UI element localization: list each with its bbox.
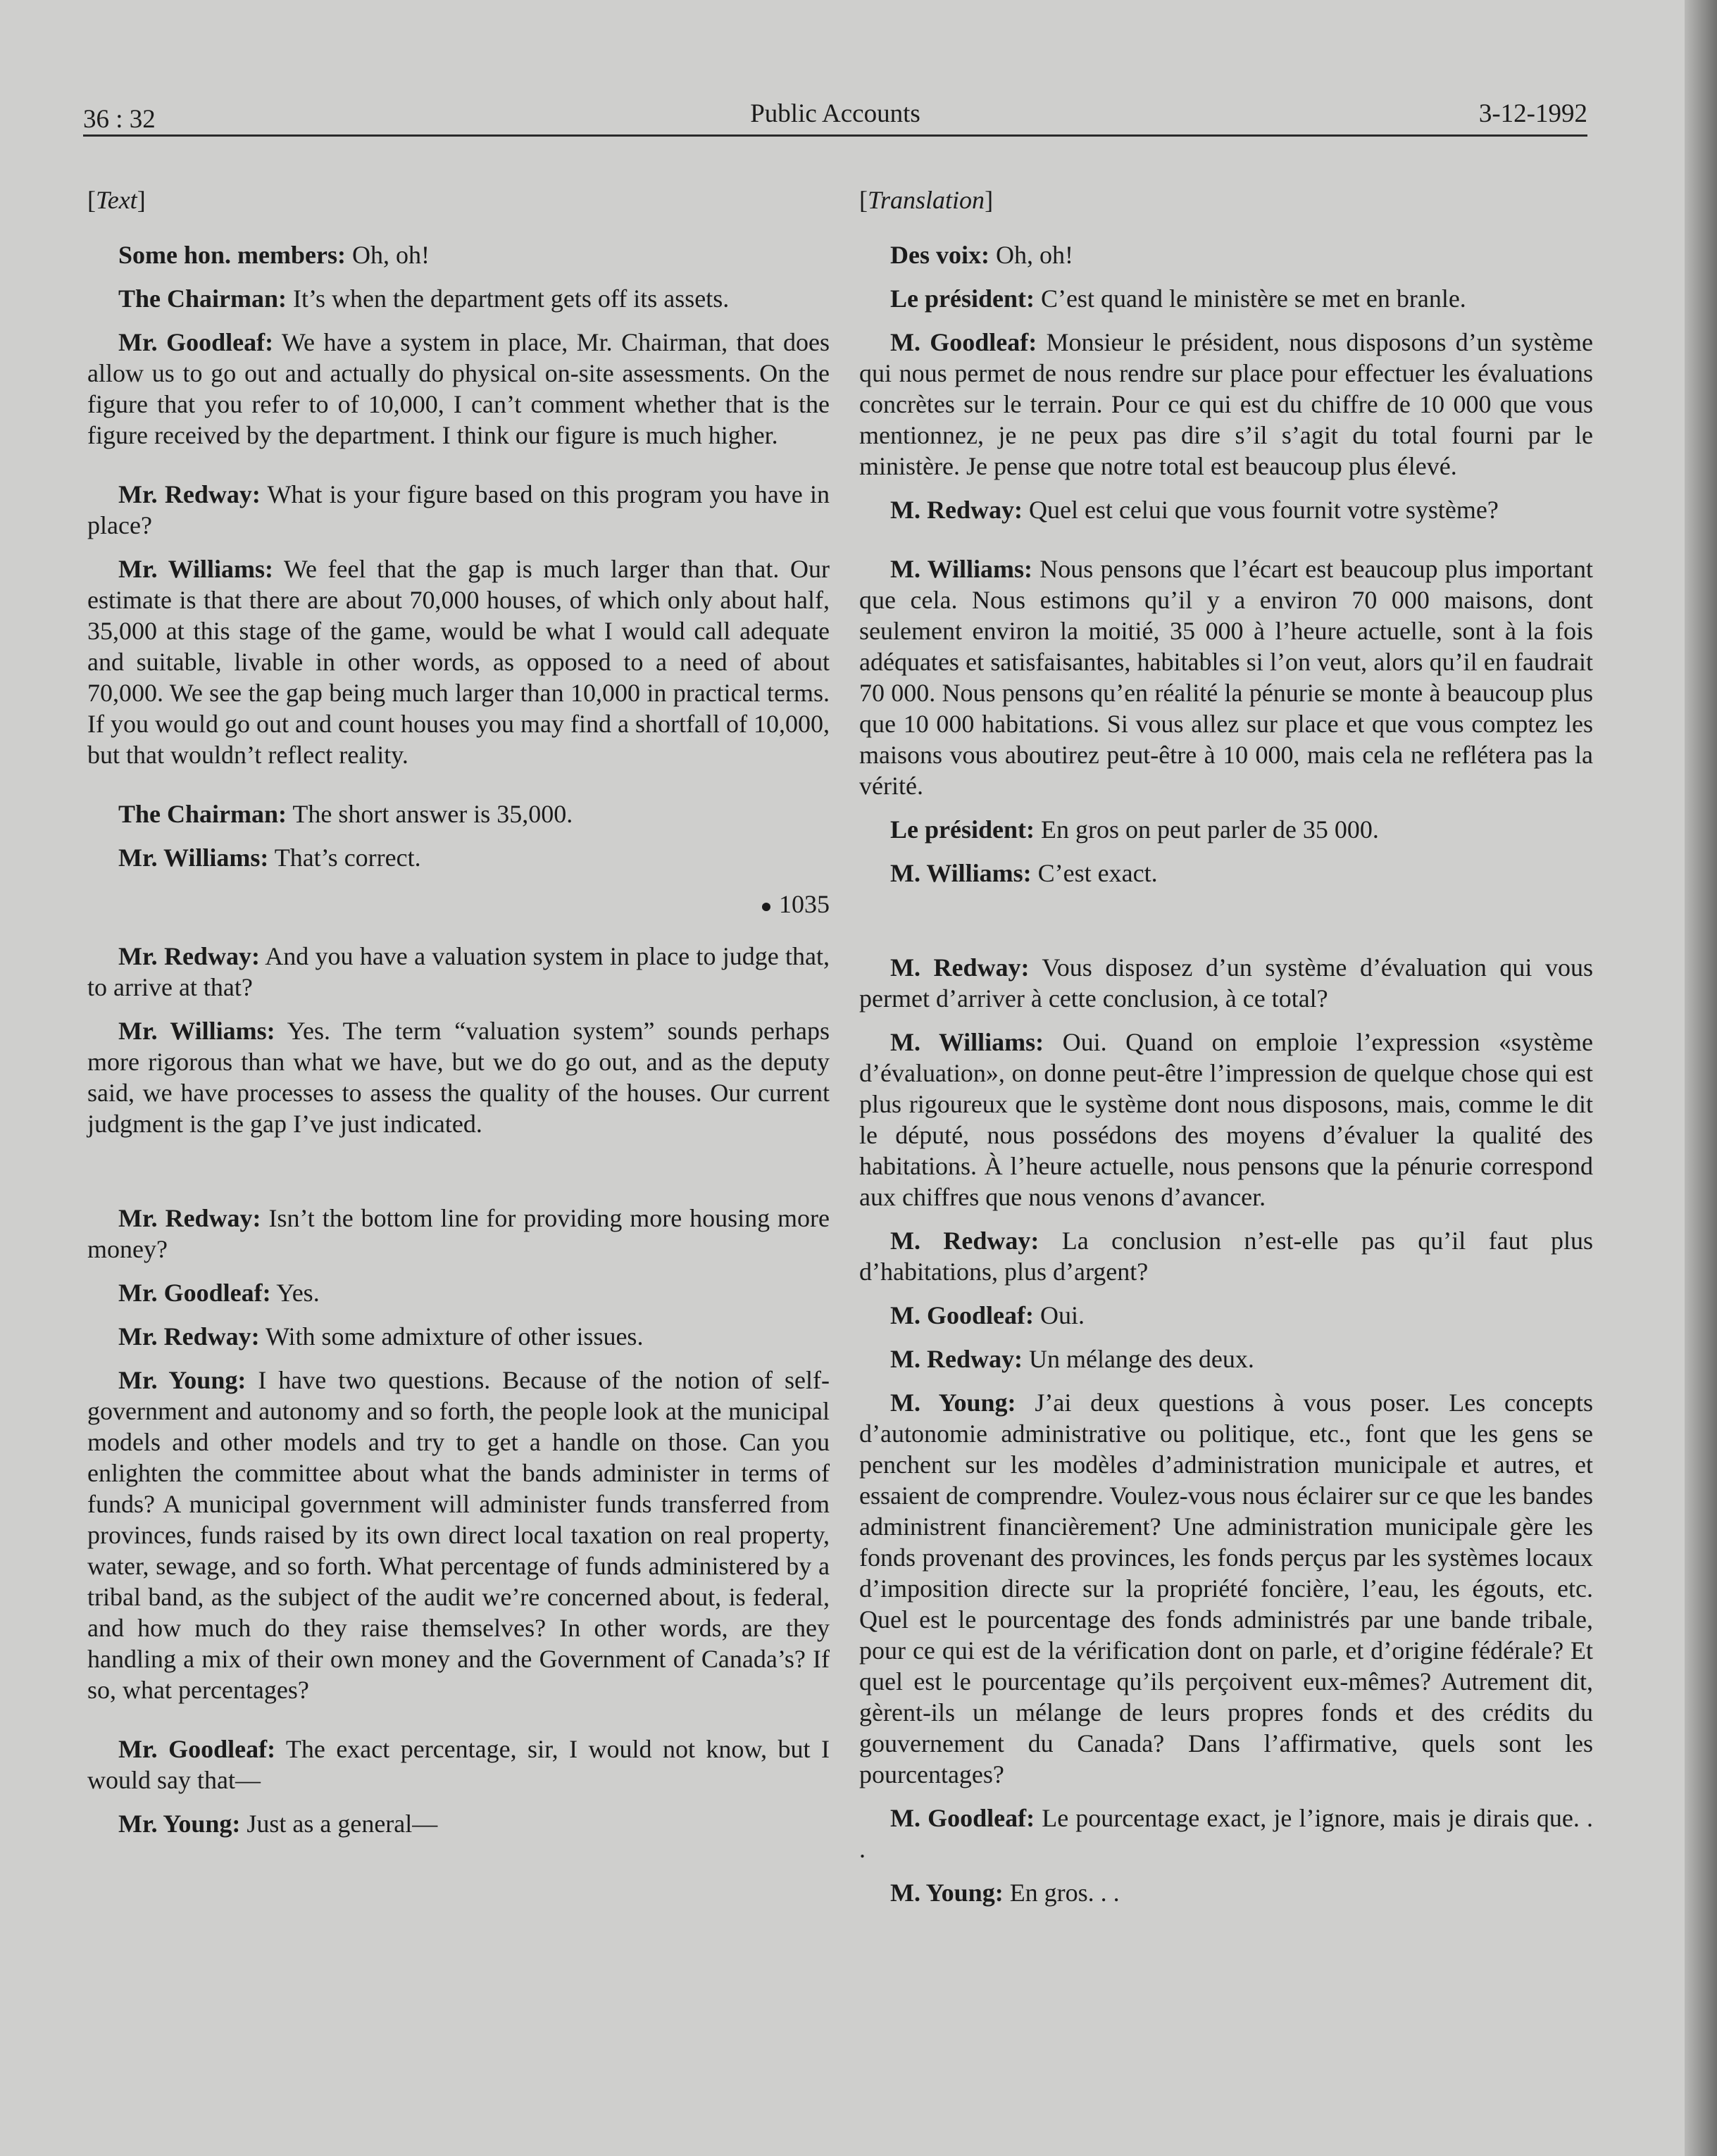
speech-paragraph	[859, 1027, 1593, 1212]
speech-text: That’s correct.	[268, 844, 421, 872]
speaker-name: M. Goodleaf:	[890, 1804, 1035, 1832]
header-rule	[83, 134, 1587, 137]
speaker-name: M. Redway:	[890, 953, 1030, 982]
speaker-name: M. Goodleaf:	[890, 1301, 1034, 1329]
speech-paragraph	[859, 1387, 1593, 1790]
speaker-name: The Chairman:	[118, 800, 287, 828]
speech-text: Quel est celui que vous fournit votre système?	[1022, 496, 1499, 524]
speaker-name: Le président:	[890, 284, 1035, 313]
speaker-name: Mr. Redway:	[118, 1322, 260, 1350]
speech-text: Nous pensons que l’écart est beaucoup plus important que cela. Nous estimons qu’il y a environ 70 000 maisons, dont seulement environ la moitié, 35 000 à l’heure actuelle, sont à la fois adéquates et satisfaisantes, habitables si l’on veut, alors qu’il en faudrait 70 000. Nous pensons qu’en réalité la pénurie se monte à beaucoup plus que 10 000 habitations. Si vous allez sur place et que vous comptez les maisons vous aboutirez peut-être à 10 000, mais cela ne reflétera pas la vérité.	[859, 555, 1594, 800]
english-column	[87, 184, 830, 1852]
speech-paragraph	[859, 239, 1593, 270]
speech-text: What is your figure based on this program you have in place?	[87, 480, 830, 539]
speaker-name: Mr. Williams:	[118, 555, 273, 583]
speaker-name: Mr. Redway:	[118, 942, 260, 970]
time-marker: 1035	[87, 889, 830, 920]
speech-paragraph	[87, 283, 830, 314]
speaker-name: Le président:	[890, 815, 1035, 844]
speech-paragraph	[87, 1808, 830, 1839]
speech-text: Vous disposez d’un système d’évaluation qui vous permet d’arriver à cette conclusion, à ce total?	[859, 953, 1593, 1013]
speech-text: It’s when the department gets off its assets.	[287, 284, 730, 313]
speech-text: Un mélange des deux.	[1022, 1345, 1254, 1373]
speech-text: The exact percentage, sir, I would not know, but I would say that—	[87, 1735, 830, 1794]
speech-paragraph	[87, 553, 830, 770]
speech-paragraph	[87, 1321, 830, 1352]
speech-text: I have two questions. Because of the notion of self-government and autonomy and so forth, the people look at the municipal models and other models and try to get a handle on those. Can you enlighten the committee about what the bands administer in terms of funds? A municipal government will administer funds transferred from provinces, funds raised by its own direct local taxation on real property, water, sewage, and so forth. What percentage of funds administered by a tribal band, as the subject of the audit we’re concerned about, is federal, and how much do they raise themselves? In other words, are they handling a mix of their own money and the Government of Canada’s? If so, what percentages?	[87, 1366, 830, 1704]
speaker-name: M. Young:	[890, 1389, 1016, 1417]
speech-text: Isn’t the bottom line for providing more housing more money?	[87, 1204, 830, 1263]
speech-paragraph	[87, 327, 830, 451]
speaker-name: M. Young:	[890, 1879, 1004, 1907]
speech-text: We have a system in place, Mr. Chairman, that does allow us to go out and actually do physical on-site assessments. On the figure that you refer to of 10,000, I can’t comment whether that is the figure received by the department. I think our figure is much higher.	[87, 328, 830, 449]
speaker-name: The Chairman:	[118, 284, 287, 313]
speech-text: En gros. . .	[1003, 1879, 1120, 1907]
publication-title: Public Accounts	[750, 99, 920, 128]
speech-text: La conclusion n’est-elle pas qu’il faut plus d’habitations, plus d’argent?	[859, 1227, 1594, 1286]
speaker-name: Mr. Goodleaf:	[118, 1735, 276, 1763]
speech-text: Yes. The term “valuation system” sounds perhaps more rigorous than what we have, but we do go out, and as the deputy said, we have processes to assess the quality of the houses. Our current judgment is the gap I’ve just indicated.	[87, 1017, 830, 1138]
speaker-name: Mr. Williams:	[118, 1017, 275, 1045]
speech-paragraph	[859, 553, 1593, 801]
column-label: [Translation]	[859, 186, 994, 214]
speech-text: C’est quand le ministère se met en branle.	[1034, 284, 1466, 313]
speaker-name: Mr. Goodleaf:	[118, 1279, 271, 1307]
speech-text: Monsieur le président, nous disposons d’un système qui nous permet de nous rendre sur place pour effectuer les évaluations concrètes sur le terrain. Pour ce qui est du chiffre de 10 000 que vous mentionnez, je ne peux pas dire s’il s’agit du total fourni par le ministère. Je pense que notre total est beaucoup plus élevé.	[859, 328, 1594, 480]
header-date: 3-12-1992	[1478, 99, 1587, 128]
bullet-icon	[762, 903, 770, 911]
speech-paragraph	[859, 327, 1593, 482]
speech-paragraph	[87, 479, 830, 541]
speech-paragraph	[859, 858, 1593, 889]
speech-text: C’est exact.	[1031, 859, 1158, 887]
speech-paragraph	[859, 1803, 1593, 1864]
speaker-name: M. Redway:	[890, 496, 1023, 524]
speech-paragraph	[87, 1365, 830, 1705]
speaker-name: Mr. Williams:	[118, 844, 269, 872]
speech-text: Oh, oh!	[345, 241, 430, 269]
speaker-name: Mr. Young:	[118, 1810, 241, 1838]
speech-paragraph	[87, 1734, 830, 1795]
speech-text: J’ai deux questions à vous poser. Les concepts d’autonomie administrative ou politique, etc., font que les gens se penchent sur les modèles d’administration municipale et autres, et essaient de comprendre. Voulez-vous nous éclairer sur ce que les bandes administrent financièrement? Une administration municipale gère les fonds provenant des provinces, les fonds perçus par les systèmes locaux d’imposition directe sur la propriété foncière, l’eau, les égouts, etc. Quel est le pourcentage des fonds administrés par une bande tribale, pour ce qui est de la vérification dont on parle, et d’origine fédérale? Et quel est le pourcentage qu’ils perçoivent eux-mêmes? Autrement dit, gèrent-ils un mélange de leurs propres fonds et des crédits du gouvernement du Canada? Dans l’affirmative, quels sont les pourcentages?	[859, 1389, 1593, 1788]
speech-text: The short answer is 35,000.	[287, 800, 573, 828]
speech-text: We feel that the gap is much larger than that. Our estimate is that there are about 70,000 houses, of which only about half, 35,000 at this stage of the game, would be what I would call adequate and suitable, livable in other words, as opposed to a need of about 70,000. We see the gap being much larger than 10,000 in practical terms. If you would go out and count houses you may find a shortfall of 10,000, but that wouldn’t reflect reality.	[87, 555, 830, 769]
speaker-name: Mr. Young:	[118, 1366, 246, 1394]
speech-paragraph	[87, 1277, 830, 1308]
column-label: [Text]	[87, 186, 146, 214]
speech-text: Le pourcentage exact, je l’ignore, mais je dirais que. . .	[859, 1804, 1593, 1863]
speech-paragraph	[87, 1015, 830, 1139]
speaker-name: M. Williams:	[890, 1028, 1044, 1056]
speaker-name: M. Williams:	[890, 859, 1032, 887]
page-edge-shadow	[1685, 0, 1717, 2156]
speech-text: Oh, oh!	[989, 241, 1073, 269]
speaker-name: Mr. Redway:	[118, 1204, 261, 1232]
speaker-name: Mr. Goodleaf:	[118, 328, 274, 356]
french-column	[859, 184, 1593, 1921]
running-header	[83, 99, 1587, 134]
speaker-name: M. Redway:	[890, 1345, 1023, 1373]
speech-paragraph	[87, 941, 830, 1003]
page-number: 36 : 32	[83, 105, 156, 134]
speech-text: And you have a valuation system in place to judge that, to arrive at that?	[87, 942, 830, 1001]
speech-paragraph	[87, 842, 830, 873]
speaker-name: M. Goodleaf:	[890, 328, 1037, 356]
speech-text: Oui. Quand on emploie l’expression «système d’évaluation», on donne peut-être l’impression de quelque chose qui est plus rigoureux que le système dont nous disposons, mais, comme le dit le député, nous possédons des moyens d’évaluer la qualité des habitations. À l’heure actuelle, nous pensons que la pénurie correspond aux chiffres que nous venons d’avancer.	[859, 1028, 1593, 1211]
speech-paragraph	[859, 952, 1593, 1014]
speech-paragraph	[859, 1877, 1593, 1908]
speech-paragraph	[87, 239, 830, 270]
speaker-name: Some hon. members:	[118, 241, 346, 269]
speech-paragraph	[859, 283, 1593, 314]
speech-paragraph	[859, 494, 1593, 525]
speech-paragraph	[859, 1343, 1593, 1374]
speech-text: Oui.	[1033, 1301, 1085, 1329]
speaker-name: M. Williams:	[890, 555, 1032, 583]
speaker-name: Mr. Redway:	[118, 480, 261, 508]
speech-paragraph	[87, 798, 830, 829]
speaker-name: M. Redway:	[890, 1227, 1039, 1255]
speaker-name: Des voix:	[890, 241, 989, 269]
speech-paragraph	[859, 1225, 1593, 1287]
speech-paragraph	[87, 1203, 830, 1265]
speech-text: With some admixture of other issues.	[259, 1322, 644, 1350]
speech-text: Yes.	[270, 1279, 320, 1307]
speech-text: En gros on peut parler de 35 000.	[1034, 815, 1379, 844]
speech-text: Just as a general—	[240, 1810, 438, 1838]
speech-paragraph	[859, 1300, 1593, 1331]
speech-paragraph	[859, 814, 1593, 845]
